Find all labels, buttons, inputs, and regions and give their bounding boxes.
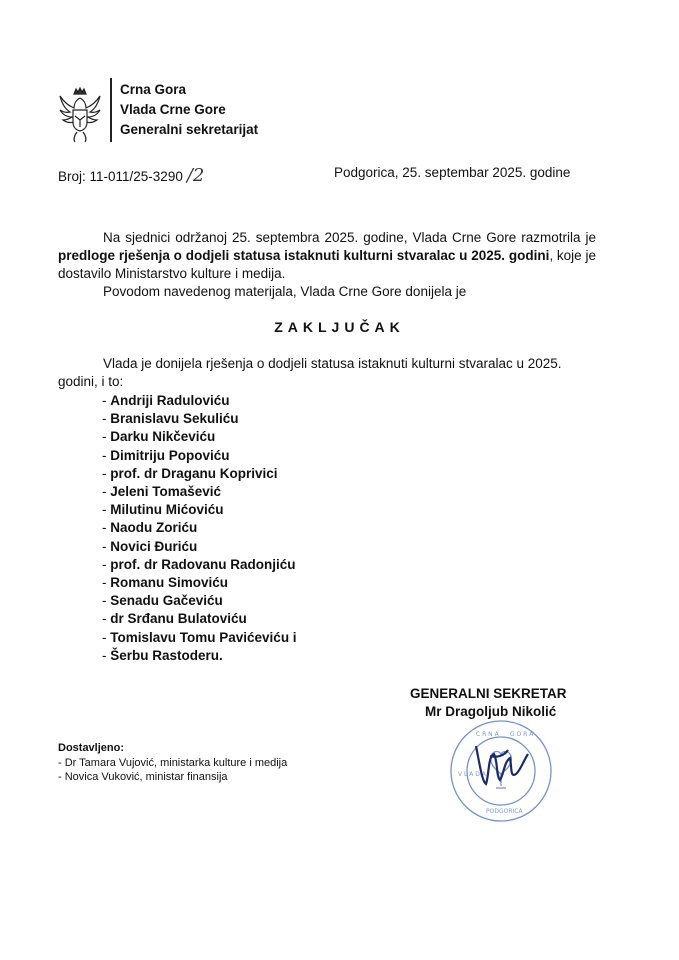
laureate-name: Andriji Raduloviću bbox=[110, 393, 230, 408]
signature-name: Mr Dragoljub Nikolić bbox=[425, 704, 557, 719]
laureate-list bbox=[102, 392, 297, 665]
intro-paragraph-2: Povodom navedenog materijala, Vlada Crne Gore donijela je bbox=[103, 284, 467, 299]
laureate-item bbox=[102, 447, 297, 465]
letterhead-government: Vlada Crne Gore bbox=[120, 102, 226, 117]
laureate-item bbox=[102, 610, 297, 628]
intro-text bbox=[58, 229, 596, 301]
laureate-name: Branislavu Sekuliću bbox=[110, 411, 239, 427]
intro-paragraph-1 bbox=[58, 229, 596, 283]
decision-paragraph: Vlada je donijela rješenja o dodjeli statusa istaknuti kulturni stvaralac u 2025. godini, i to: bbox=[58, 356, 562, 389]
reference-number-text: Broj: 11-011/25-3290 bbox=[58, 169, 183, 184]
laureate-name: prof. dr Radovanu Radonjiću bbox=[110, 556, 296, 572]
laureate-name: Romanu Simoviću bbox=[110, 575, 229, 591]
laureate-name: Milutinu Mićoviću bbox=[110, 502, 224, 518]
reference-number bbox=[58, 165, 204, 186]
laureate-name: Dimitriju Popoviću bbox=[110, 447, 230, 463]
handwritten-mark: /2 bbox=[186, 165, 205, 186]
list-dash: - bbox=[102, 629, 111, 645]
list-dash: - bbox=[102, 520, 111, 536]
list-dash: - bbox=[102, 447, 111, 463]
laureate-item bbox=[102, 519, 297, 537]
letterhead bbox=[120, 80, 258, 140]
laureate-name: Tomislavu Tomu Pavićeviću i bbox=[110, 629, 297, 645]
list-dash: - bbox=[102, 647, 111, 663]
decision-heading: ZAKLJUČAK bbox=[274, 319, 405, 335]
laureate-item bbox=[102, 465, 297, 483]
list-dash: - bbox=[102, 393, 111, 408]
list-dash: - bbox=[102, 484, 111, 500]
laureate-item bbox=[102, 392, 297, 410]
intro-p1-start: Na sjednici održanoj 25. septembra 2025. godine, Vlada Crne Gore razmotrila je bbox=[103, 230, 596, 245]
list-dash: - bbox=[102, 611, 111, 627]
list-dash: - bbox=[102, 465, 111, 481]
laureate-item bbox=[102, 556, 297, 574]
laureate-item bbox=[102, 501, 297, 519]
svg-text:V L A D A: V L A D A bbox=[458, 771, 486, 778]
list-dash: - bbox=[102, 556, 111, 572]
intro-p1-end: , koje je dostavilo Ministarstvo kulture i medija. bbox=[58, 248, 596, 281]
distribution-list bbox=[58, 756, 287, 784]
laureate-item bbox=[102, 538, 297, 556]
svg-text:C R N A: C R N A bbox=[476, 731, 499, 738]
list-dash: - bbox=[102, 538, 111, 554]
list-dash: - bbox=[102, 429, 111, 445]
list-dash: - bbox=[102, 411, 111, 427]
decision-text bbox=[58, 355, 596, 391]
letterhead-secretariat: Generalni sekretarijat bbox=[120, 122, 259, 137]
distribution-item: - Novica Vuković, ministar finansija bbox=[58, 771, 228, 783]
list-dash: - bbox=[102, 502, 111, 518]
laureate-item bbox=[102, 592, 297, 610]
laureate-name: Novici Đuriću bbox=[110, 538, 198, 554]
header-divider bbox=[110, 78, 112, 142]
distribution-item: - Dr Tamara Vujović, ministarka kulture i medija bbox=[58, 757, 288, 769]
laureate-item bbox=[102, 574, 297, 592]
svg-text:PODGORICA: PODGORICA bbox=[486, 808, 523, 815]
intro-p1-bold: predloge rješenja o dodjeli statusa istaknuti kulturni stvaralac u 2025. godini bbox=[58, 248, 550, 263]
laureate-name: Naodu Zoriću bbox=[110, 520, 198, 536]
laureate-item bbox=[102, 428, 297, 446]
list-dash: - bbox=[102, 575, 111, 591]
laureate-item bbox=[102, 483, 297, 501]
place-date: Podgorica, 25. septembar 2025. godine bbox=[334, 165, 571, 180]
distribution-label: Dostavljeno: bbox=[58, 742, 125, 754]
laureate-name: Darku Nikčeviću bbox=[110, 429, 216, 445]
laureate-name: Šerbu Rastoderu. bbox=[110, 647, 223, 663]
svg-text:G O R A: G O R A bbox=[510, 731, 534, 738]
laureate-item bbox=[102, 410, 297, 428]
laureate-name: dr Srđanu Bulatoviću bbox=[110, 611, 247, 627]
letterhead-country: Crna Gora bbox=[120, 82, 187, 97]
laureate-name: Senadu Gačeviću bbox=[110, 593, 223, 609]
laureate-name: prof. dr Draganu Koprivici bbox=[110, 465, 278, 481]
coat-of-arms-icon bbox=[57, 86, 103, 144]
signature-title: GENERALNI SEKRETAR bbox=[410, 686, 567, 701]
laureate-name: Jeleni Tomašević bbox=[110, 484, 222, 500]
official-stamp-icon bbox=[446, 716, 556, 826]
list-dash: - bbox=[102, 593, 111, 609]
laureate-item bbox=[102, 647, 297, 665]
laureate-item bbox=[102, 629, 297, 647]
